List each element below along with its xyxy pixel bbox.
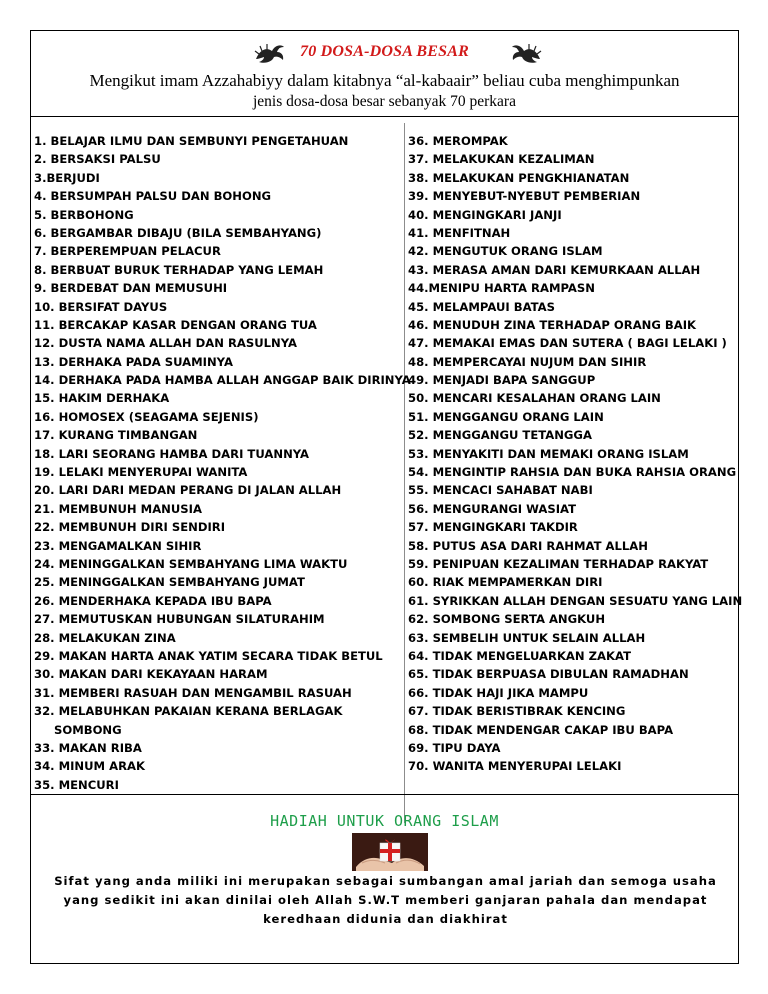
list-item: 11. BERCAKAP KASAR DENGAN ORANG TUA <box>34 317 317 332</box>
list-item: 20. LARI DARI MEDAN PERANG DI JALAN ALLAH <box>34 483 342 498</box>
list-item: 32. MELABUHKAN PAKAIAN KERANA BERLAGAK <box>34 704 343 719</box>
list-item: 14. DERHAKA PADA HAMBA ALLAH ANGGAP BAIK DIRINYA <box>34 373 411 388</box>
list-item: 29. MAKAN HARTA ANAK YATIM SECARA TIDAK BETUL <box>34 648 383 663</box>
list-item: 45. MELAMPAUI BATAS <box>408 299 555 314</box>
footer-line-3: keredhaan didunia dan diakhirat <box>263 912 508 926</box>
list-item: 24. MENINGGALKAN SEMBAHYANG LIMA WAKTU <box>34 556 348 571</box>
header <box>31 31 738 117</box>
list-item: 18. LARI SEORANG HAMBA DARI TUANNYA <box>34 446 310 461</box>
list-item: 40. MENGINGKARI JANJI <box>408 207 562 222</box>
list-item: 57. MENGINGKARI TAKDIR <box>408 520 578 535</box>
list-item: 63. SEMBELIH UNTUK SELAIN ALLAH <box>408 630 646 645</box>
list-item: 21. MEMBUNUH MANUSIA <box>34 501 202 516</box>
sins-list-left <box>34 132 411 794</box>
list-item: 16. HOMOSEX (SEAGAMA SEJENIS) <box>34 409 259 424</box>
list-item: 2. BERSAKSI PALSU <box>34 152 161 167</box>
list-item: 43. MERASA AMAN DARI KEMURKAAN ALLAH <box>408 262 701 277</box>
list-item: 64. TIDAK MENGELUARKAN ZAKAT <box>408 648 631 663</box>
list-item: 26. MENDERHAKA KEPADA IBU BAPA <box>34 593 272 608</box>
list-item: 36. MEROMPAK <box>408 134 508 148</box>
list-item: 8. BERBUAT BURUK TERHADAP YANG LEMAH <box>34 262 324 277</box>
list-item: 53. MENYAKITI DAN MEMAKI ORANG ISLAM <box>408 446 689 461</box>
list-item: 67. TIDAK BERISTIBRAK KENCING <box>408 704 626 719</box>
list-item: 13. DERHAKA PADA SUAMINYA <box>34 354 233 369</box>
list-item: 7. BERPEREMPUAN PELACUR <box>34 244 221 259</box>
list-item: 15. HAKIM DERHAKA <box>34 391 170 406</box>
list-item: 51. MENGGANGU ORANG LAIN <box>408 409 604 424</box>
list-item: 60. RIAK MEMPAMERKAN DIRI <box>408 575 603 590</box>
list-item: 34. MINUM ARAK <box>34 759 145 774</box>
subtitle-line-1: Mengikut imam Azzahabiyy dalam kitabnya “al-kabaair” beliau cuba menghimpunkan <box>89 71 680 90</box>
list-item: 61. SYRIKKAN ALLAH DENGAN SESUATU YANG LAIN <box>408 593 743 608</box>
list-item: 69. TIPU DAYA <box>408 740 501 755</box>
list-item: 42. MENGUTUK ORANG ISLAM <box>408 244 603 259</box>
list-item: 62. SOMBONG SERTA ANGKUH <box>408 612 606 627</box>
list-item: 25. MENINGGALKAN SEMBAHYANG JUMAT <box>34 575 305 590</box>
list-item: 23. MENGAMALKAN SIHIR <box>34 538 202 553</box>
list-item: 49. MENJADI BAPA SANGGUP <box>408 373 596 388</box>
list-item: 68. TIDAK MENDENGAR CAKAP IBU BAPA <box>408 722 674 737</box>
page-title: 70 DOSA-DOSA BESAR <box>300 43 469 60</box>
list-item: 35. MENCURI <box>34 777 119 792</box>
list-item: 6. BERGAMBAR DIBAJU (BILA SEMBAHYANG) <box>34 225 322 240</box>
footer-message <box>41 872 730 929</box>
list-item: 47. MEMAKAI EMAS DAN SUTERA ( BAGI LELAKI ) <box>408 336 727 351</box>
list-item: 48. MEMPERCAYAI NUJUM DAN SIHIR <box>408 354 647 369</box>
list-item: 65. TIDAK BERPUASA DIBULAN RAMADHAN <box>408 667 689 682</box>
title-row <box>31 43 738 61</box>
list-item: 3.BERJUDI <box>34 170 100 185</box>
list-item: 59. PENIPUAN KEZALIMAN TERHADAP RAKYAT <box>408 556 709 571</box>
gift-in-hands-icon <box>352 833 428 871</box>
subtitle-line-2: jenis dosa-dosa besar sebanyak 70 perkara <box>253 93 516 110</box>
list-item: 19. LELAKI MENYERUPAI WANITA <box>34 465 248 480</box>
list-item: 55. MENCACI SAHABAT NABI <box>408 483 593 498</box>
header-divider <box>31 116 738 117</box>
list-item: 70. WANITA MENYERUPAI LELAKI <box>408 759 622 774</box>
list-item: 9. BERDEBAT DAN MEMUSUHI <box>34 281 228 296</box>
list-item: 58. PUTUS ASA DARI RAHMAT ALLAH <box>408 538 648 553</box>
gift-title: HADIAH UNTUK ORANG ISLAM <box>270 812 499 830</box>
list-item: 12. DUSTA NAMA ALLAH DAN RASULNYA <box>34 336 298 351</box>
dragon-icon <box>509 41 543 67</box>
footer-line-1: Sifat yang anda miliki ini merupakan sebagai sumbangan amal jariah dan semoga usaha <box>54 874 717 888</box>
list-item: 52. MENGGANGU TETANGGA <box>408 428 592 443</box>
list-item: 46. MENUDUH ZINA TERHADAP ORANG BAIK <box>408 317 697 332</box>
list-item: 56. MENGURANGI WASIAT <box>408 501 577 516</box>
document-frame <box>30 30 743 964</box>
list-item: 10. BERSIFAT DAYUS <box>34 299 168 314</box>
list-item: 27. MEMUTUSKAN HUBUNGAN SILATURAHIM <box>34 612 325 627</box>
list-item: 28. MELAKUKAN ZINA <box>34 630 176 645</box>
list-item: 31. MEMBERI RASUAH DAN MENGAMBIL RASUAH <box>34 685 352 700</box>
list-item: 30. MAKAN DARI KEKAYAAN HARAM <box>34 667 268 682</box>
list-item: 5. BERBOHONG <box>34 207 134 222</box>
list-item: 22. MEMBUNUH DIRI SENDIRI <box>34 520 226 535</box>
list-item: 44.MENIPU HARTA RAMPASN <box>408 281 595 296</box>
sins-list-right <box>408 132 743 776</box>
list-item: 41. MENFITNAH <box>408 225 511 240</box>
list-item: 50. MENCARI KESALAHAN ORANG LAIN <box>408 391 661 406</box>
list-item: 39. MENYEBUT-NYEBUT PEMBERIAN <box>408 189 641 204</box>
footer-line-2: yang sedikit ini akan dinilai oleh Allah S.W.T memberi ganjaran pahala dan mendapat <box>63 893 708 907</box>
list-item: 38. MELAKUKAN PENGKHIANATAN <box>408 170 630 185</box>
list-item: 66. TIDAK HAJI JIKA MAMPU <box>408 685 589 700</box>
list-bottom-divider <box>31 794 738 795</box>
list-item: 37. MELAKUKAN KEZALIMAN <box>408 152 595 167</box>
list-item-continuation: SOMBONG <box>54 722 122 737</box>
list-item: 54. MENGINTIP RAHSIA DAN BUKA RAHSIA ORANG <box>408 465 737 480</box>
list-item: 1. BELAJAR ILMU DAN SEMBUNYI PENGETAHUAN <box>34 134 349 148</box>
list-item: 4. BERSUMPAH PALSU DAN BOHONG <box>34 189 272 204</box>
list-item: 33. MAKAN RIBA <box>34 740 142 755</box>
list-item: 17. KURANG TIMBANGAN <box>34 428 198 443</box>
